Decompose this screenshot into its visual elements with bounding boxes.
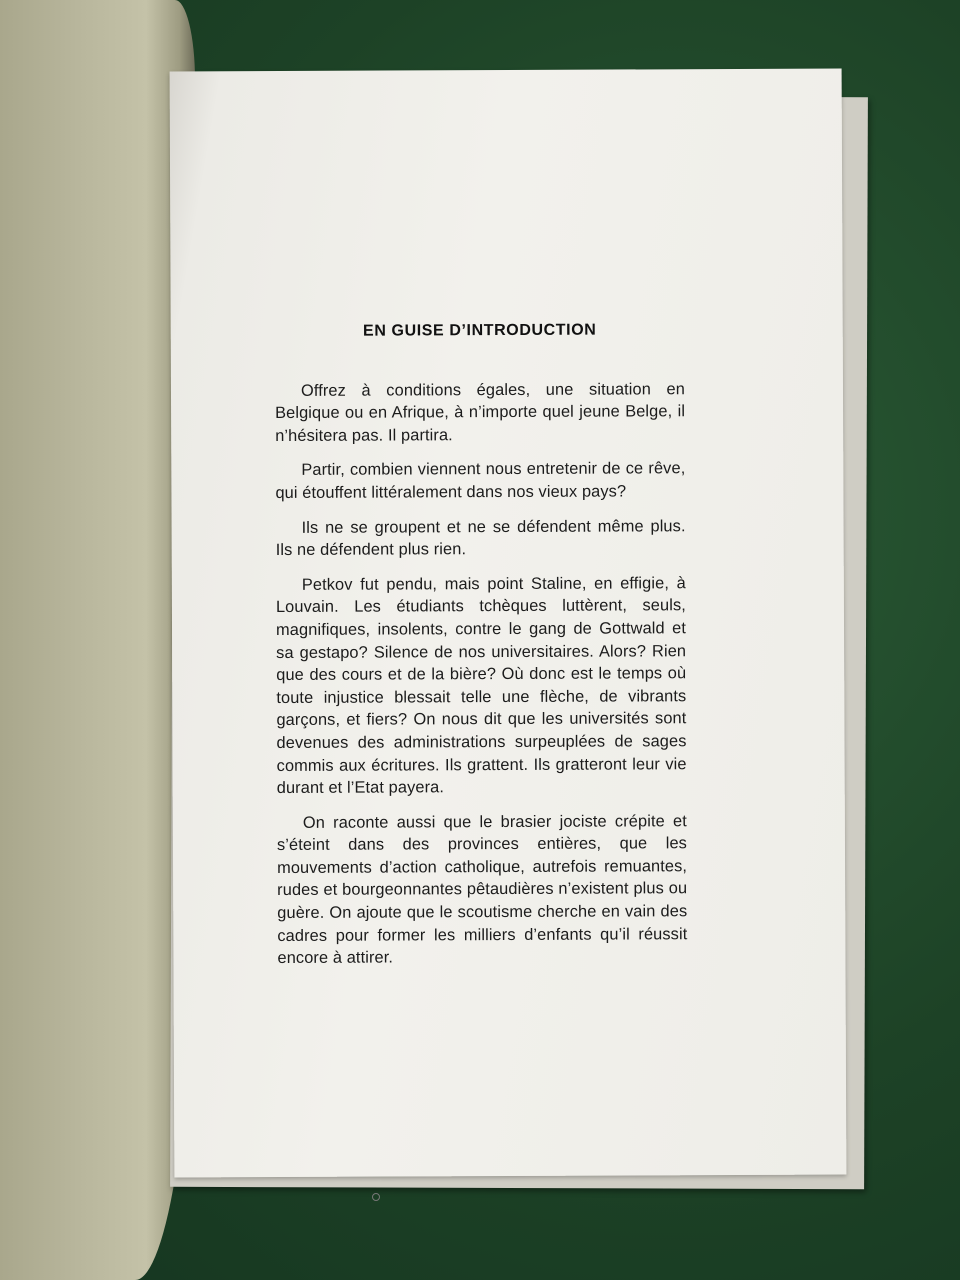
book-page xyxy=(170,69,847,1178)
paragraph: Petkov fut pendu, mais point Staline, en effigie, à Louvain. Les étudiants tchèques luttèrent, seuls, magnifiques, insolents, contre le gang de Gottwald et sa gestapo? Silence de nos universitaires. Alors? Rien que des cours et de la bière? Où donc est le temps où toute injustice blessait telle une flèche, de vibrants garçons, et fiers? On nous dit que les universités sont devenues des administrations surpeuplées de sages commis aux écritures. Ils grattent. Ils gratteront leur vie durant et l’Etat payera. xyxy=(275,573,687,798)
page-title: EN GUISE D’INTRODUCTION xyxy=(363,321,597,340)
paragraph: Offrez à conditions égales, une situation en Belgique ou en Afrique, à n’importe quel jeune Belge, il n’hésitera pas. Il partira. xyxy=(275,379,686,445)
paragraph: On raconte aussi que le brasier jociste crépite et s’éteint dans des provinces entières, que les mouvements d’action catholique, autrefois remuantes, rudes et bourgeonnantes pêtaudières n’existent plus ou guère. On ajoute que le scoutisme cherche en vain des cadres pour former les milliers d’enfants qu’il réussit encore à attirer. xyxy=(276,811,688,968)
left-page xyxy=(0,0,195,1280)
page-text xyxy=(275,319,688,982)
table-speck xyxy=(372,1193,380,1201)
paragraph: Ils ne se groupent et ne se défendent même plus. Ils ne défendent plus rien. xyxy=(275,516,686,560)
paragraph: Partir, combien viennent nous entretenir de ce rêve, qui étouffent littéralement dans nos vieux pays? xyxy=(275,459,686,502)
